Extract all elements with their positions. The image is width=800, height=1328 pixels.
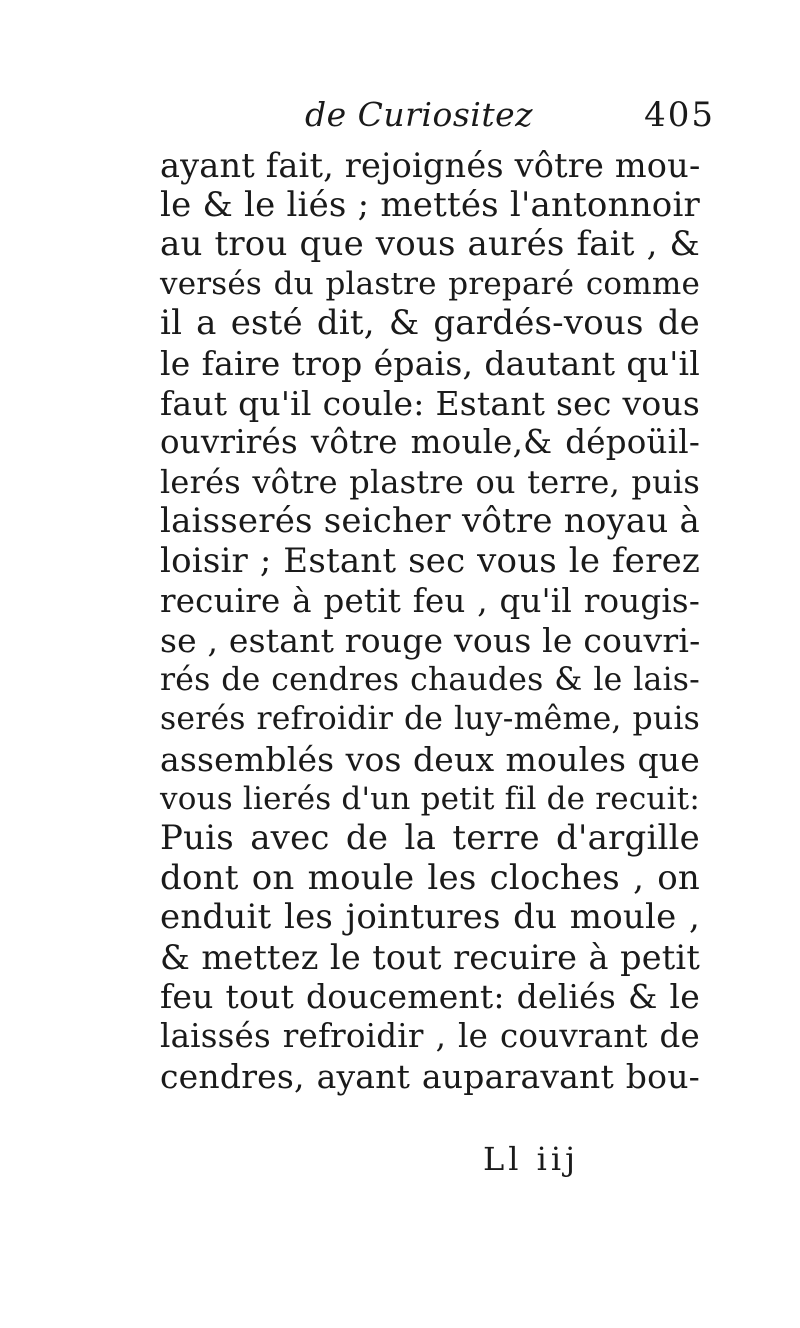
signature-mark: Ll iij xyxy=(483,1140,580,1178)
text-line: laissés refroidir , le couvrant de xyxy=(160,1017,700,1056)
text-line: rés de cendres chaudes & le lais- xyxy=(160,661,700,698)
page-header xyxy=(160,95,715,145)
text-line: ayant fait, rejoignés vôtre mou- xyxy=(160,146,701,185)
text-line: loisir ; Estant sec vous le ferez xyxy=(160,540,700,581)
text-line: faut qu'il coule: Estant sec vous xyxy=(160,383,700,423)
text-line: serés refroidir de luy-même, puis xyxy=(160,701,700,738)
page-number: 405 xyxy=(644,95,715,135)
text-line: assemblés vos deux moules que xyxy=(160,739,700,779)
text-line: le faire trop épais, dautant qu'il xyxy=(160,343,700,383)
text-line: & mettez le tout recuire à petit xyxy=(160,937,700,977)
text-line: enduit les jointures du moule , xyxy=(160,897,700,938)
text-line: laisserés seicher vôtre noyau à xyxy=(160,501,700,542)
text-line: lerés vôtre plastre ou terre, puis xyxy=(160,462,700,501)
text-line: recuire à petit feu , qu'il rougis- xyxy=(160,581,700,620)
running-title: de Curiositez xyxy=(305,95,534,134)
text-line: dont on moule les cloches , on xyxy=(160,857,700,898)
text-line: vous lierés d'un petit fil de recuit: xyxy=(160,780,700,817)
text-line: feu tout doucement: deliés & le xyxy=(160,977,700,1017)
text-line: ouvrirés vôtre moule,& dépoüil- xyxy=(160,423,700,462)
text-line: le & le liés ; mettés l'antonnoir xyxy=(160,184,700,225)
body-text xyxy=(160,146,700,1096)
text-line: au trou que vous aurés fait , & xyxy=(160,224,700,265)
text-line: versés du plastre preparé comme xyxy=(160,265,700,302)
text-line: Puis avec de la terre d'argille xyxy=(160,818,700,859)
text-line: il a esté dit, & gardés-vous de xyxy=(160,303,700,344)
text-line: cendres, ayant auparavant bou- xyxy=(160,1056,700,1096)
text-line: se , estant rouge vous le couvri- xyxy=(160,621,701,661)
